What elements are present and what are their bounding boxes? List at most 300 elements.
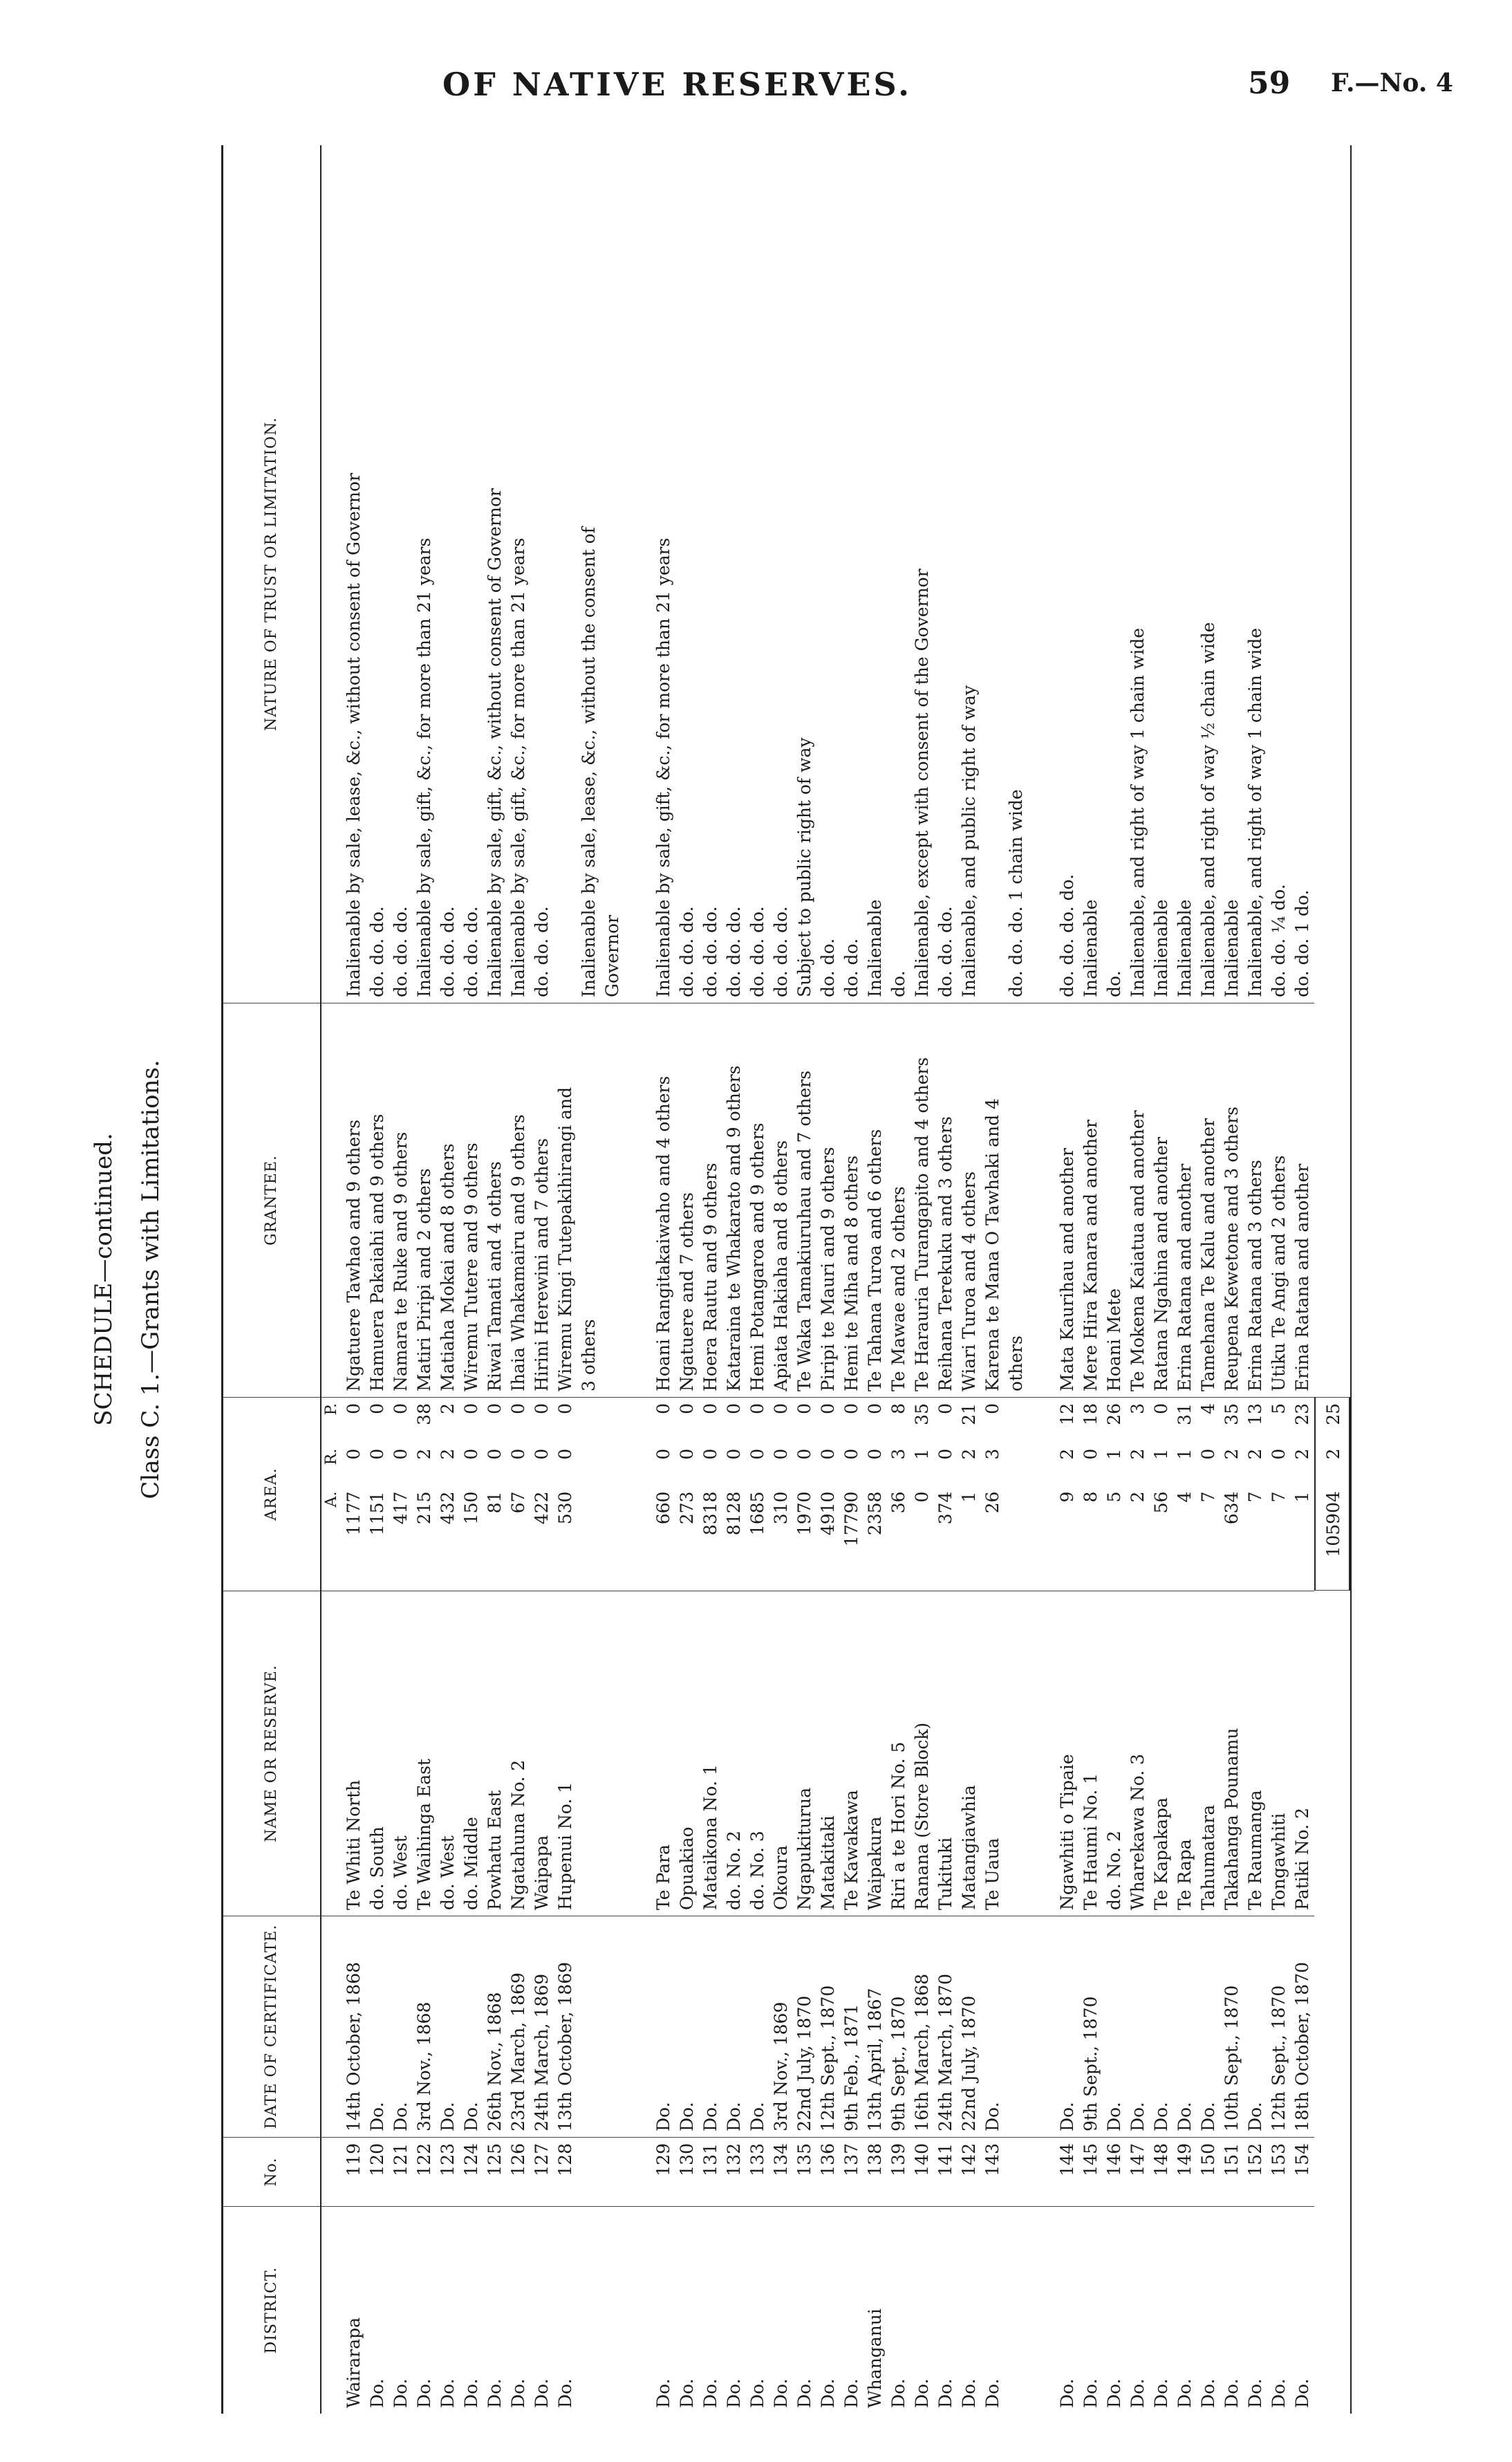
cell-no: 129 bbox=[652, 2137, 675, 2206]
cell-area bbox=[1267, 1397, 1291, 1591]
cell-date: 9th Sept., 1870 bbox=[1079, 1916, 1103, 2137]
cell-trust: Governor bbox=[602, 915, 622, 997]
cell-date: Do. bbox=[746, 1916, 769, 2137]
cell-date: 22nd July, 1870 bbox=[958, 1916, 981, 2137]
cell-reserve: Opuakiao bbox=[675, 1591, 699, 1916]
cell-perches: 0 bbox=[508, 1403, 528, 1414]
cell-district: Do. bbox=[887, 2206, 911, 2414]
cell-grantee: Hirini Herewini and 7 others bbox=[530, 1003, 554, 1397]
cell-no: 136 bbox=[816, 2137, 840, 2206]
header-date: DATE OF CERTIFICATE. bbox=[223, 1916, 320, 2137]
cell-grantee: Utiku Te Angi and 2 others bbox=[1267, 1003, 1291, 1397]
cell-area bbox=[934, 1397, 958, 1591]
cell-no: 126 bbox=[507, 2137, 530, 2206]
cell-date: 18th October, 1870 bbox=[1291, 1916, 1314, 2137]
cell-perches: 5 bbox=[1269, 1403, 1289, 1414]
cell-roods: 3 bbox=[982, 1448, 1002, 1460]
header-district: DISTRICT. bbox=[223, 2206, 320, 2414]
cell-no bbox=[1005, 2137, 1028, 2206]
cell-perches: 0 bbox=[1151, 1403, 1171, 1414]
cell-area bbox=[1056, 1397, 1079, 1591]
cell-roods: 0 bbox=[1081, 1448, 1101, 1460]
cell-no: 143 bbox=[981, 2137, 1005, 2206]
table-row bbox=[864, 145, 887, 2414]
table-row bbox=[1291, 145, 1314, 2414]
cell-no: 146 bbox=[1103, 2137, 1126, 2206]
running-title: OF NATIVE RESERVES. bbox=[442, 66, 912, 103]
table-row bbox=[1244, 145, 1267, 2414]
cell-district: Do. bbox=[911, 2206, 934, 2414]
cell-district: Do. bbox=[934, 2206, 958, 2414]
cell-grantee: Ngatuere and 7 others bbox=[675, 1003, 699, 1397]
cell-area bbox=[722, 1397, 746, 1591]
cell-roods: 0 bbox=[461, 1448, 481, 1460]
cell-perches: 38 bbox=[414, 1403, 434, 1425]
cell-reserve: Tukituki bbox=[934, 1591, 958, 1916]
cell-area bbox=[746, 1397, 769, 1591]
cell-trust: do. do. 1 do. bbox=[1292, 889, 1312, 997]
cell-reserve bbox=[577, 1591, 601, 1916]
cell-perches: 12 bbox=[1057, 1403, 1077, 1425]
cell-date: 13th April, 1867 bbox=[864, 1916, 887, 2137]
table-row bbox=[1005, 145, 1028, 2414]
cell-date: 22nd July, 1870 bbox=[793, 1916, 816, 2137]
cell-acres: 8 bbox=[1081, 1491, 1101, 1503]
cell-district: Do. bbox=[413, 2206, 436, 2414]
cell-no: 148 bbox=[1150, 2137, 1173, 2206]
cell-date bbox=[601, 1916, 624, 2137]
cell-perches: 13 bbox=[1245, 1403, 1265, 1425]
cell-acres: 0 bbox=[912, 1491, 932, 1503]
cell-roods: 1 bbox=[1151, 1448, 1171, 1460]
cell-grantee: Erina Ratana and another bbox=[1291, 1003, 1314, 1397]
cell-no: 120 bbox=[366, 2137, 389, 2206]
table-row bbox=[652, 145, 675, 2414]
cell-no: 125 bbox=[483, 2137, 507, 2206]
cell-grantee: Hamuera Pakaiahi and 9 others bbox=[366, 1003, 389, 1397]
cell-reserve: Te Raumanga bbox=[1244, 1591, 1267, 1916]
cell-roods: 2 bbox=[1222, 1448, 1242, 1460]
total-area bbox=[1314, 1397, 1350, 1591]
cell-date: Do. bbox=[699, 1916, 722, 2137]
cell-trust bbox=[981, 145, 1005, 1003]
cell-trust bbox=[554, 145, 577, 1003]
cell-area bbox=[1079, 1397, 1103, 1591]
cell-area bbox=[769, 1397, 793, 1591]
cell-date: Do. bbox=[389, 1916, 413, 2137]
cell-trust: do. do. do. bbox=[367, 906, 387, 997]
cell-no: 119 bbox=[342, 2137, 366, 2206]
cell-trust: Inalienable by sale, gift, &c., without consent of Governor bbox=[485, 488, 505, 997]
unit-perches: P. bbox=[323, 1403, 340, 1416]
cell-grantee: Karena te Mana O Tawhaki and 4 bbox=[981, 1003, 1005, 1397]
table-row bbox=[816, 145, 840, 2414]
cell-area bbox=[366, 1397, 389, 1591]
cell-no: 152 bbox=[1244, 2137, 1267, 2206]
table-row bbox=[530, 145, 554, 2414]
cell-trust: Inalienable by sale, gift, &c., for more than 21 years bbox=[508, 537, 528, 997]
cell-perches: 0 bbox=[700, 1403, 720, 1414]
cell-perches: 0 bbox=[724, 1403, 744, 1414]
cell-area bbox=[911, 1397, 934, 1591]
cell-grantee: Riwai Tamati and 4 others bbox=[483, 1003, 507, 1397]
page-number: 59 bbox=[1248, 66, 1291, 101]
cell-grantee: Erina Ratana and 3 others bbox=[1244, 1003, 1267, 1397]
grants-table bbox=[221, 145, 1352, 2414]
rotated-schedule bbox=[83, 145, 1410, 2414]
cell-reserve: Tahumatara bbox=[1197, 1591, 1220, 1916]
cell-acres: 530 bbox=[555, 1491, 575, 1525]
table-row bbox=[342, 145, 366, 2414]
cell-acres: 422 bbox=[532, 1491, 552, 1525]
cell-perches: 21 bbox=[959, 1403, 979, 1425]
cell-roods: 0 bbox=[1198, 1448, 1218, 1460]
cell-grantee: Matiaha Mokai and 8 others bbox=[436, 1003, 460, 1397]
table-row bbox=[722, 145, 746, 2414]
cell-acres bbox=[601, 1488, 624, 1591]
cell-acres: 660 bbox=[653, 1491, 673, 1525]
cell-perches: 3 bbox=[1128, 1403, 1148, 1414]
schedule-title: SCHEDULE—continued. bbox=[90, 1133, 118, 1426]
cell-perches: 2 bbox=[438, 1403, 458, 1414]
cell-reserve: Mataikona No. 1 bbox=[699, 1591, 722, 1916]
table-row bbox=[887, 145, 911, 2414]
cell-no: 122 bbox=[413, 2137, 436, 2206]
cell-date: Do. bbox=[366, 1916, 389, 2137]
cell-grantee: Te Mokena Kaiatua and another bbox=[1126, 1003, 1150, 1397]
cell-area bbox=[1244, 1397, 1267, 1591]
cell-acres: 2 bbox=[1128, 1491, 1148, 1503]
cell-trust: Inalienable by sale, lease, &c., without consent of Governor bbox=[344, 472, 364, 997]
cell-grantee: Wiremu Tutere and 9 others bbox=[460, 1003, 483, 1397]
cell-district: Do. bbox=[460, 2206, 483, 2414]
table-row bbox=[366, 145, 389, 2414]
cell-district: Do. bbox=[746, 2206, 769, 2414]
cell-perches: 0 bbox=[818, 1403, 838, 1414]
cell-roods: 0 bbox=[532, 1448, 552, 1460]
cell-acres: 7 bbox=[1245, 1491, 1265, 1503]
cell-no bbox=[601, 2137, 624, 2206]
cell-district: Do. bbox=[793, 2206, 816, 2414]
cell-grantee: Te Harauria Turangapito and 4 others bbox=[911, 1003, 934, 1397]
cell-perches: 0 bbox=[485, 1403, 505, 1414]
cell-grantee: Hemi Potangaroa and 9 others bbox=[746, 1003, 769, 1397]
cell-acres bbox=[577, 1488, 601, 1591]
cell-grantee: Wiari Turoa and 4 others bbox=[958, 1003, 981, 1397]
cell-roods: 0 bbox=[771, 1448, 791, 1460]
total-roods: 2 bbox=[1323, 1448, 1343, 1460]
cell-district bbox=[601, 2206, 624, 2414]
cell-date: Do. bbox=[1244, 1916, 1267, 2137]
cell-perches: 4 bbox=[1198, 1403, 1218, 1414]
cell-acres: 81 bbox=[485, 1491, 505, 1514]
cell-date: Do. bbox=[1150, 1916, 1173, 2137]
cell-roods: 2 bbox=[438, 1448, 458, 1460]
cell-roods: 0 bbox=[700, 1448, 720, 1460]
page-header bbox=[0, 66, 1512, 128]
cell-grantee: Erina Ratana and another bbox=[1173, 1003, 1197, 1397]
cell-area bbox=[675, 1397, 699, 1591]
cell-area bbox=[864, 1397, 887, 1591]
cell-perches: 0 bbox=[841, 1403, 861, 1414]
cell-no: 131 bbox=[699, 2137, 722, 2206]
cell-area bbox=[389, 1397, 413, 1591]
cell-no: 141 bbox=[934, 2137, 958, 2206]
cell-area bbox=[601, 1397, 624, 1591]
cell-roods: 0 bbox=[391, 1448, 411, 1460]
total-row bbox=[1314, 145, 1350, 2414]
cell-perches: 0 bbox=[532, 1403, 552, 1414]
cell-roods: 0 bbox=[747, 1448, 767, 1460]
table-row bbox=[1220, 145, 1244, 2414]
cell-area bbox=[554, 1397, 577, 1591]
cell-no: 121 bbox=[389, 2137, 413, 2206]
cell-reserve: Wharekawa No. 3 bbox=[1126, 1591, 1150, 1916]
cell-trust: Inalienable bbox=[865, 899, 885, 997]
cell-trust: do. do. ¼ do. bbox=[1269, 884, 1289, 997]
unit-roods: R. bbox=[323, 1448, 340, 1465]
table-row bbox=[1267, 145, 1291, 2414]
cell-roods bbox=[601, 1446, 624, 1488]
cell-district: Do. bbox=[675, 2206, 699, 2414]
cell-acres: 310 bbox=[771, 1491, 791, 1525]
cell-date: 9th Sept., 1870 bbox=[887, 1916, 911, 2137]
cell-perches: 0 bbox=[794, 1403, 814, 1414]
cell-area bbox=[483, 1397, 507, 1591]
cell-date: Do. bbox=[1173, 1916, 1197, 2137]
cell-no: 153 bbox=[1267, 2137, 1291, 2206]
cell-reserve: Tongawhiti bbox=[1267, 1591, 1291, 1916]
cell-perches: 0 bbox=[935, 1403, 955, 1414]
cell-trust: do. do. do. bbox=[771, 906, 791, 997]
cell-district: Do. bbox=[1267, 2206, 1291, 2414]
cell-grantee: Ihaia Whakamairu and 9 others bbox=[507, 1003, 530, 1397]
table-row bbox=[699, 145, 722, 2414]
sheet-reference: F.—No. 4 bbox=[1331, 68, 1453, 98]
total-perches: 25 bbox=[1323, 1403, 1343, 1425]
cell-roods: 0 bbox=[677, 1448, 697, 1460]
cell-date: 10th Sept., 1870 bbox=[1220, 1916, 1244, 2137]
cell-area bbox=[652, 1397, 675, 1591]
cell-grantee: Hemi te Miha and 8 others bbox=[840, 1003, 864, 1397]
cell-district: Do. bbox=[981, 2206, 1005, 2414]
cell-roods: 1 bbox=[1175, 1448, 1195, 1460]
cell-no: 134 bbox=[769, 2137, 793, 2206]
cell-no: 135 bbox=[793, 2137, 816, 2206]
cell-grantee: Kataraina te Whakarato and 9 others bbox=[722, 1003, 746, 1397]
cell-area bbox=[460, 1397, 483, 1591]
cell-acres: 4910 bbox=[818, 1491, 838, 1536]
cell-reserve: Patiki No. 2 bbox=[1291, 1591, 1314, 1916]
table-row bbox=[389, 145, 413, 2414]
cell-grantee: Piripi te Mauri and 9 others bbox=[816, 1003, 840, 1397]
cell-no: 151 bbox=[1220, 2137, 1244, 2206]
cell-district: Wairarapa bbox=[342, 2206, 366, 2414]
table-row bbox=[1056, 145, 1079, 2414]
header-reserve: NAME OR RESERVE. bbox=[223, 1591, 320, 1916]
cell-acres: 26 bbox=[982, 1491, 1002, 1514]
cell-reserve: Matakitaki bbox=[816, 1591, 840, 1916]
cell-acres: 9 bbox=[1057, 1491, 1077, 1503]
cell-acres: 1 bbox=[959, 1491, 979, 1503]
cell-date: 26th Nov., 1868 bbox=[483, 1916, 507, 2137]
cell-district: Whanganui bbox=[864, 2206, 887, 2414]
cell-grantee: Wiremu Kingi Tutepakihirangi and bbox=[554, 1003, 577, 1397]
table-row bbox=[958, 145, 981, 2414]
cell-area bbox=[793, 1397, 816, 1591]
cell-area bbox=[1220, 1397, 1244, 1591]
cell-roods: 0 bbox=[935, 1448, 955, 1460]
cell-roods: 0 bbox=[367, 1448, 387, 1460]
cell-perches: 0 bbox=[461, 1403, 481, 1414]
cell-district: Do. bbox=[530, 2206, 554, 2414]
cell-no: 154 bbox=[1291, 2137, 1314, 2206]
table-row bbox=[840, 145, 864, 2414]
cell-grantee: Mere Hira Kanara and another bbox=[1079, 1003, 1103, 1397]
cell-reserve: do. No. 2 bbox=[1103, 1591, 1126, 1916]
cell-no: 130 bbox=[675, 2137, 699, 2206]
cell-roods: 2 bbox=[959, 1448, 979, 1460]
cell-district: Do. bbox=[1291, 2206, 1314, 2414]
table-row bbox=[460, 145, 483, 2414]
cell-reserve: Ngapukiturua bbox=[793, 1591, 816, 1916]
cell-date: 3rd Nov., 1869 bbox=[769, 1916, 793, 2137]
cell-grantee: Te Tahana Turoa and 6 others bbox=[864, 1003, 887, 1397]
cell-trust: Inalienable, and public right of way bbox=[959, 685, 979, 997]
cell-trust: do. do. do. do. bbox=[1057, 873, 1077, 997]
cell-no: 123 bbox=[436, 2137, 460, 2206]
cell-no: 138 bbox=[864, 2137, 887, 2206]
header-no: No. bbox=[223, 2137, 320, 2206]
cell-perches: 0 bbox=[391, 1403, 411, 1414]
cell-date: Do. bbox=[1126, 1916, 1150, 2137]
cell-trust: Inalienable by sale, gift, &c., for more than 21 years bbox=[653, 537, 673, 997]
cell-acres: 634 bbox=[1222, 1491, 1242, 1525]
cell-acres: 7 bbox=[1269, 1491, 1289, 1503]
cell-trust: Inalienable by sale, gift, &c., for more than 21 years bbox=[414, 537, 434, 997]
cell-reserve bbox=[1005, 1591, 1028, 1916]
cell-date: 9th Feb., 1871 bbox=[840, 1916, 864, 2137]
cell-date: 13th October, 1869 bbox=[554, 1916, 577, 2137]
cell-perches: 8 bbox=[888, 1403, 908, 1414]
cell-trust: do. do. do. bbox=[461, 906, 481, 997]
table-row bbox=[436, 145, 460, 2414]
cell-trust: Subject to public right of way bbox=[794, 737, 814, 997]
cell-acres: 17790 bbox=[841, 1491, 861, 1547]
cell-district: Do. bbox=[958, 2206, 981, 2414]
cell-reserve: do. South bbox=[366, 1591, 389, 1916]
cell-district: Do. bbox=[1220, 2206, 1244, 2414]
cell-acres: 1177 bbox=[344, 1491, 364, 1536]
cell-reserve: Te Para bbox=[652, 1591, 675, 1916]
cell-roods: 2 bbox=[1245, 1448, 1265, 1460]
cell-area bbox=[1197, 1397, 1220, 1591]
cell-trust: do. do. bbox=[841, 938, 861, 997]
table-body bbox=[342, 145, 1314, 2414]
cell-grantee: Hoera Rautu and 9 others bbox=[699, 1003, 722, 1397]
cell-reserve: Ngawhiti o Tipaie bbox=[1056, 1591, 1079, 1916]
cell-grantee: Hoani Mete bbox=[1103, 1003, 1126, 1397]
cell-grantee: Ratana Ngahina and another bbox=[1150, 1003, 1173, 1397]
table-header bbox=[223, 145, 321, 2414]
cell-no: 144 bbox=[1056, 2137, 1079, 2206]
cell-trust: Inalienable bbox=[1081, 899, 1101, 997]
cell-reserve: do. West bbox=[389, 1591, 413, 1916]
cell-area bbox=[1005, 1397, 1028, 1591]
cell-grantee: Tamehana Te Kalu and another bbox=[1197, 1003, 1220, 1397]
cell-date: Do. bbox=[652, 1916, 675, 2137]
cell-no: 149 bbox=[1173, 2137, 1197, 2206]
cell-reserve: do. West bbox=[436, 1591, 460, 1916]
cell-perches: 35 bbox=[1222, 1403, 1242, 1425]
cell-perches bbox=[601, 1398, 624, 1446]
cell-roods: 0 bbox=[555, 1448, 575, 1460]
cell-roods: 0 bbox=[818, 1448, 838, 1460]
cell-date: Do. bbox=[981, 1916, 1005, 2137]
cell-grantee: Mata Kaurihau and another bbox=[1056, 1003, 1079, 1397]
total-acres: 105904 bbox=[1323, 1491, 1343, 1557]
cell-no: 127 bbox=[530, 2137, 554, 2206]
cell-reserve: do. Middle bbox=[460, 1591, 483, 1916]
cell-reserve: Te Whiti North bbox=[342, 1591, 366, 1916]
cell-area bbox=[577, 1397, 601, 1591]
cell-grantee: Reupena Kewetone and 3 others bbox=[1220, 1003, 1244, 1397]
cell-acres: 67 bbox=[508, 1491, 528, 1514]
cell-perches: 0 bbox=[653, 1403, 673, 1414]
cell-reserve: Te Haumi No. 1 bbox=[1079, 1591, 1103, 1916]
cell-trust: do. do. do. bbox=[438, 906, 458, 997]
cell-grantee: Hoani Rangitakaiwaho and 4 others bbox=[652, 1003, 675, 1397]
cell-perches: 0 bbox=[865, 1403, 885, 1414]
cell-trust: Inalienable, and right of way 1 chain wide bbox=[1128, 627, 1148, 997]
cell-roods bbox=[1005, 1446, 1028, 1488]
cell-acres: 36 bbox=[888, 1491, 908, 1514]
cell-acres: 1151 bbox=[367, 1491, 387, 1536]
cell-roods: 0 bbox=[841, 1448, 861, 1460]
cell-district: Do. bbox=[840, 2206, 864, 2414]
table-row bbox=[577, 145, 601, 2414]
cell-trust: do. bbox=[888, 970, 908, 997]
table-row bbox=[911, 145, 934, 2414]
table-row bbox=[413, 145, 436, 2414]
cell-date: 24th March, 1869 bbox=[530, 1916, 554, 2137]
cell-area bbox=[1291, 1397, 1314, 1591]
table-row bbox=[1126, 145, 1150, 2414]
cell-reserve: Waipakura bbox=[864, 1591, 887, 1916]
cell-acres: 4 bbox=[1175, 1491, 1195, 1503]
cell-reserve: Ranana (Store Block) bbox=[911, 1591, 934, 1916]
cell-reserve: do. No. 3 bbox=[746, 1591, 769, 1916]
cell-district: Do. bbox=[816, 2206, 840, 2414]
cell-district: Do. bbox=[389, 2206, 413, 2414]
cell-district: Do. bbox=[652, 2206, 675, 2414]
cell-acres bbox=[1005, 1488, 1028, 1591]
cell-acres: 2358 bbox=[865, 1491, 885, 1536]
cell-district: Do. bbox=[1056, 2206, 1079, 2414]
table-row bbox=[1197, 145, 1220, 2414]
cell-trust: do. do. do. bbox=[935, 906, 955, 997]
cell-perches: 26 bbox=[1104, 1403, 1124, 1425]
cell-trust: do. bbox=[1104, 970, 1124, 997]
cell-roods: 0 bbox=[344, 1448, 364, 1460]
table-row bbox=[769, 145, 793, 2414]
unit-acres: A. bbox=[323, 1491, 340, 1508]
cell-roods: 1 bbox=[1104, 1448, 1124, 1460]
cell-acres: 150 bbox=[461, 1491, 481, 1525]
cell-reserve: Takahanga Pounamu bbox=[1220, 1591, 1244, 1916]
cell-district: Do. bbox=[1126, 2206, 1150, 2414]
cell-trust: do. do. do. bbox=[747, 906, 767, 997]
